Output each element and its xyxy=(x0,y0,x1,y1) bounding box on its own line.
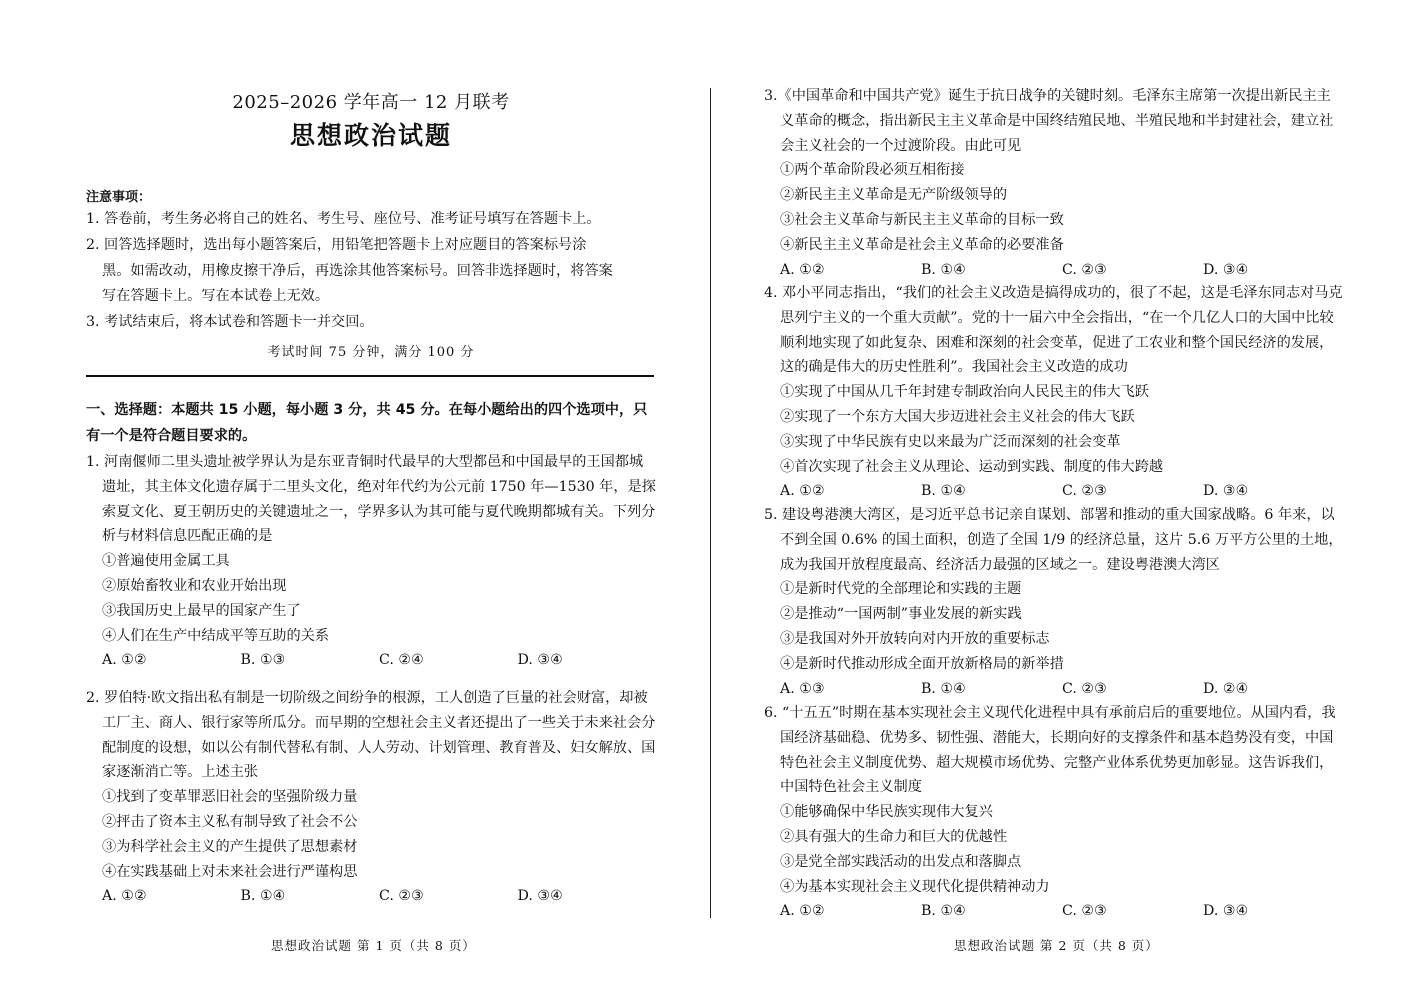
answer-choices xyxy=(764,677,1344,702)
question-option: ②具有强大的生命力和巨大的优越性 xyxy=(780,828,1008,845)
choice-c: C. ②③ xyxy=(1062,261,1107,278)
section-title: 一、选择题：本题共 15 小题，每小题 3 分，共 45 分。在每小题给出的四个选项中，只有一个是符合题目要求的。 xyxy=(86,402,648,444)
question-stem: 6. “十五五”时期在基本实现社会主义现代化进程中具有承前启后的重要地位。从国内看，我国经济基础稳、优势多、韧性强、潜能大，长期向好的支撑条件和基本趋势没有变，中国特色社会主义制度优势、超大规模市场优势、完整产业体系优势更加彰显。这告诉我们，中国特色社会主义制度 xyxy=(764,705,1336,796)
choice-b: B. ①④ xyxy=(921,261,966,278)
choice-a: A. ①② xyxy=(780,903,825,920)
question-option: ②新民主主义革命是无产阶级领导的 xyxy=(780,187,1008,204)
question-option: ④是新时代推动形成全面开放新格局的新举措 xyxy=(780,655,1064,672)
page-footer-2: 思想政治试题 第 2 页（共 8 页） xyxy=(954,938,1159,953)
notice-item: 3. 考试结束后，将本试卷和答题卡一并交回。 xyxy=(86,314,374,331)
question-stem: 2. 罗伯特·欧文指出私有制是一切阶级之间纷争的根源，工人创造了巨量的社会财富，却被工厂主、商人、银行家等所瓜分。而早期的空想社会主义者还提出了一些关于未来社会分配制度的设想，如以公有制代替私有制、人人劳动、计划管理、教育普及、妇女解放、国家逐渐消亡等。上述主张 xyxy=(86,690,656,781)
subject-title: 思想政治试题 xyxy=(289,121,452,150)
question-option: ④在实践基础上对未来社会进行严谨构思 xyxy=(102,863,358,880)
choice-b: B. ①④ xyxy=(921,483,966,500)
time-info: 考试时间 75 分钟，满分 100 分 xyxy=(267,345,475,360)
choice-d: D. ③④ xyxy=(1203,483,1249,500)
question-1 xyxy=(86,450,656,673)
choice-a: A. ①② xyxy=(780,483,825,500)
choice-b: B. ①④ xyxy=(921,680,966,697)
choice-d: D. ③④ xyxy=(517,652,563,669)
choice-c: C. ②③ xyxy=(1062,483,1107,500)
choice-d: D. ③④ xyxy=(517,888,563,905)
choice-d: D. ③④ xyxy=(1203,261,1249,278)
choice-a: A. ①③ xyxy=(780,680,825,697)
question-option: ①能够确保中华民族实现伟大复兴 xyxy=(780,804,993,821)
choice-b: B. ①④ xyxy=(921,903,966,920)
question-option: ③为科学社会主义的产生提供了思想素材 xyxy=(102,838,358,855)
page-divider xyxy=(710,88,711,918)
question-option: ③社会主义革命与新民主主义革命的目标一致 xyxy=(780,211,1064,228)
question-option: ③是党全部实践活动的出发点和落脚点 xyxy=(780,853,1022,870)
question-option: ④为基本实现社会主义现代化提供精神动力 xyxy=(780,878,1050,895)
question-6 xyxy=(764,701,1344,924)
question-option: ①找到了变革罪恶旧社会的坚强阶级力量 xyxy=(102,789,358,806)
choice-c: C. ②③ xyxy=(1062,903,1107,920)
question-option: ③是我国对外开放转向对内开放的重要标志 xyxy=(780,630,1050,647)
choice-a: A. ①② xyxy=(102,652,147,669)
choice-c: C. ②④ xyxy=(379,652,424,669)
question-stem: 3.《中国革命和中国共产党》诞生于抗日战争的关键时刻。毛泽东主席第一次提出新民主主义革命的概念，指出新民主主义革命是中国终结殖民地、半殖民地和半封建社会，建立社会主义社会的一个过渡阶段。由此可见 xyxy=(764,88,1334,154)
choice-d: D. ②④ xyxy=(1203,680,1249,697)
answer-choices xyxy=(86,884,656,909)
question-option: ③我国历史上最早的国家产生了 xyxy=(102,602,301,619)
question-option: ①普遍使用金属工具 xyxy=(102,553,230,570)
question-option: ①是新时代党的全部理论和实践的主题 xyxy=(780,581,1022,598)
answer-choices xyxy=(86,648,656,673)
question-4 xyxy=(764,281,1344,504)
question-option: ④首次实现了社会主义从理论、运动到实践、制度的伟大跨越 xyxy=(780,458,1164,475)
question-2 xyxy=(86,686,656,909)
choice-c: C. ②③ xyxy=(1062,680,1107,697)
notice-item: 2. 回答选择题时，选出每小题答案后，用铅笔把答题卡上对应题目的答案标号涂 xyxy=(86,236,587,253)
question-option: ②抨击了资本主义私有制导致了社会不公 xyxy=(102,813,358,830)
question-3 xyxy=(764,84,1344,282)
answer-choices xyxy=(764,479,1344,504)
question-stem: 4. 邓小平同志指出，“我们的社会主义改造是搞得成功的，很了不起，这是毛泽东同志对马克思列宁主义的一个重大贡献”。党的十一届六中全会指出，“在一个几亿人口的大国中比较顺利地实现了如此复杂、困难和深刻的社会变革，促进了工农业和整个国民经济的发展，这的确是伟大的历史性胜利”。我国社会主义改造的成功 xyxy=(764,285,1343,376)
question-stem: 1. 河南偃师二里头遗址被学界认为是东亚青铜时代最早的大型都邑和中国最早的王国都城遗址，其主体文化遗存属于二里头文化，绝对年代约为公元前 1750 年—1530 年，是探索夏文化、夏王朝历史的关键遗址之一，学界多认为其可能与夏代晚期都城有关。下列分析与材料信息匹配正确的是 xyxy=(86,454,656,545)
question-option: ②原始畜牧业和农业开始出现 xyxy=(102,577,287,594)
question-5 xyxy=(764,503,1344,701)
choice-d: D. ③④ xyxy=(1203,903,1249,920)
question-option: ②是推动“一国两制”事业发展的新实践 xyxy=(780,606,1022,623)
choice-b: B. ①③ xyxy=(240,652,286,669)
question-option: ④人们在生产中结成平等互助的关系 xyxy=(102,627,330,644)
choice-a: A. ①② xyxy=(102,888,147,905)
question-option: ②实现了一个东方大国大步迈进社会主义社会的伟大飞跃 xyxy=(780,408,1135,425)
page-footer-1: 思想政治试题 第 1 页（共 8 页） xyxy=(271,938,476,953)
choice-c: C. ②③ xyxy=(379,888,424,905)
divider-rule xyxy=(86,375,654,377)
notice-heading: 注意事项： xyxy=(86,190,152,205)
notice-list xyxy=(86,207,656,336)
answer-choices xyxy=(764,899,1344,924)
exam-title: 2025–2026 学年高一 12 月联考 xyxy=(232,92,510,113)
answer-choices xyxy=(764,258,1344,283)
question-option: ①实现了中国从几千年封建专制政治向人民民主的伟大飞跃 xyxy=(780,384,1149,401)
question-option: ①两个革命阶段必须互相衔接 xyxy=(780,162,965,179)
notice-item: 黑。如需改动，用橡皮擦干净后，再选涂其他答案标号。回答非选择题时，将答案 xyxy=(102,262,613,279)
notice-item: 写在答题卡上。写在本试卷上无效。 xyxy=(102,288,330,305)
question-option: ④新民主主义革命是社会主义革命的必要准备 xyxy=(780,236,1064,253)
question-option: ③实现了中华民族有史以来最为广泛而深刻的社会变革 xyxy=(780,433,1121,450)
choice-b: B. ①④ xyxy=(240,888,286,905)
notice-item: 1. 答卷前，考生务必将自己的姓名、考生号、座位号、准考证号填写在答题卡上。 xyxy=(86,211,601,227)
question-stem: 5. 建设粤港澳大湾区，是习近平总书记亲自谋划、部署和推动的重大国家战略。6 年来，以不到全国 0.6% 的国土面积，创造了全国 1/9 的经济总量，这片 5.6 万平方公里的土地，成为我国开放程度最高、经济活力最强的区域之一。建设粤港澳大湾区 xyxy=(764,507,1343,573)
choice-a: A. ①② xyxy=(780,261,825,278)
